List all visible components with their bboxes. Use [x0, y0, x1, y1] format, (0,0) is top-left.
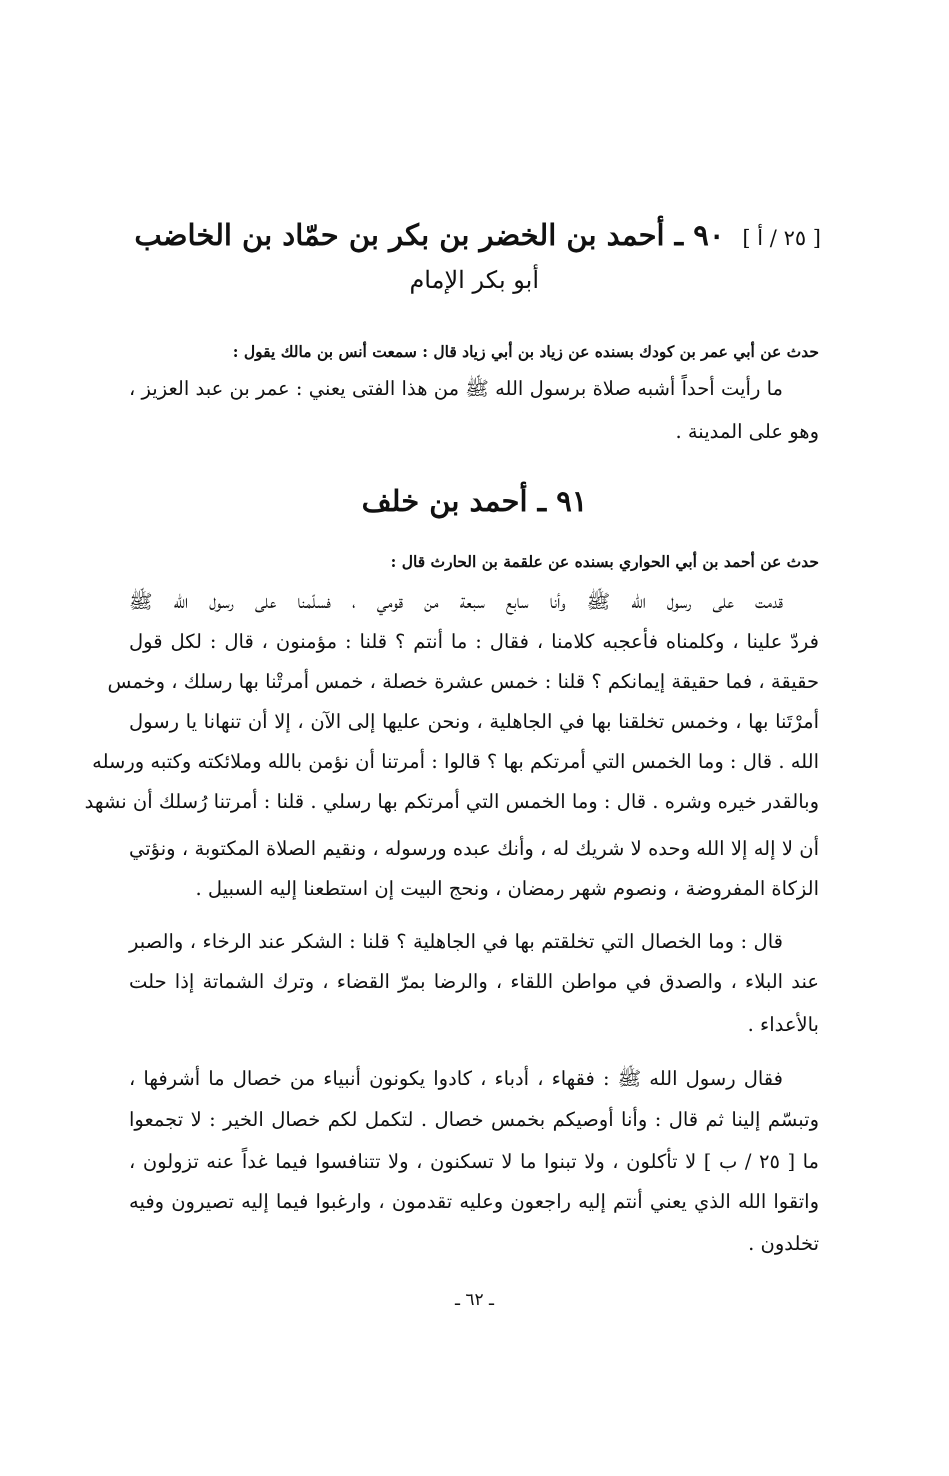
section-90-title: ٩٠ ـ أحمد بن الخضر بن بكر بن حمّاد بن الخاضب — [134, 218, 725, 252]
text-line: وهو على المدينة . — [675, 420, 819, 443]
text-line: ما رأيت أحداً أشبه صلاة برسول الله ﷺ من هذا الفتى يعني : عمر بن عبد العزيز ، — [129, 377, 783, 400]
text-line: أمرْتَنا بها ، وخمس تخلقنا بها في الجاهلية ، ونحن عليها إلى الآن ، إلا أن تنهانا يا رسول — [129, 710, 819, 733]
text-line: أن لا إله إلا الله وحده لا شريك له ، وأنك عبده ورسوله ، ونقيم الصلاة المكتوبة ، ونؤتي — [129, 837, 819, 860]
text-line: فردّ علينا ، وكلمناه فأعجبه كلامنا ، فقال : ما أنتم ؟ قلنا : مؤمنون ، قال : لكل قول — [129, 630, 819, 653]
text-line: وتبسّم إلينا ثم قال : وأنا أوصيكم بخمس خصال . لتكمل لكم خصال الخير : لا تجمعوا — [129, 1108, 819, 1131]
text-line: بالأعداء . — [747, 1013, 819, 1036]
folio-reference: [ ٢٥ / أ ] — [742, 226, 821, 250]
text-line: قدمت على رسول الله ﷺ وأنا سابع سبعة من قومي ، فسلّمنا على رسول الله ﷺ — [129, 590, 783, 613]
section-90-heading — [134, 218, 821, 252]
text-line: الزكاة المفروضة ، ونصوم شهر رمضان ، ونحج البيت إن استطعنا إليه السبيل . — [195, 877, 819, 900]
text-line: واتقوا الله الذي يعني أنتم إليه راجعون وعليه تقدمون ، وارغبوا فيما إليه تصيرون وفيه — [129, 1190, 819, 1213]
section-90-subtitle: أبو بكر الإمام — [409, 266, 539, 294]
text-line: قال : وما الخصال التي تخلقتم بها في الجاهلية ؟ قلنا : الشكر عند الرخاء ، والصبر — [129, 930, 783, 953]
text-line: ما [ ٢٥ / ب ] لا تأكلون ، ولا تبنوا ما لا تسكنون ، ولا تتنافسوا فيما غداً عنه تزولون ، — [129, 1150, 819, 1173]
section-91-intro: حدث عن أحمد بن أبي الحواري بسنده عن علقمة بن الحارث قال : — [390, 552, 819, 571]
page-number: ـ ٦٢ ـ — [454, 1290, 495, 1310]
section-91-title: ٩١ ـ أحمد بن خلف — [361, 484, 588, 518]
text-line: تخلدون . — [748, 1232, 819, 1255]
text-line: حقيقة ، فما حقيقة إيمانكم ؟ قلنا : خمس عشرة خصلة ، خمس أمرتْنا بها رسلك ، وخمس — [107, 670, 819, 693]
text-line: الله . قال : وما الخمس التي أمرتكم بها ؟ قالوا : أمرتنا أن نؤمن بالله وملائكته وكتبه ورسله — [92, 750, 819, 773]
section-90-intro: حدث عن أبي عمر بن كودك بسنده عن زياد بن أبي زياد قال : سمعت أنس بن مالك يقول : — [232, 342, 819, 361]
text-line: وبالقدر خيره وشره . قال : وما الخمس التي أمرتكم بها رسلي . قلنا : أمرتنا رُسلك أن نشهد — [84, 790, 819, 813]
text-line: عند البلاء ، والصدق في مواطن اللقاء ، والرضا بمرّ القضاء ، وترك الشماتة إذا حلت — [129, 970, 819, 993]
text-line: فقال رسول الله ﷺ : فقهاء ، أدباء ، كادوا يكونون أنبياء من خصال ما أشرفها ، — [129, 1067, 783, 1090]
